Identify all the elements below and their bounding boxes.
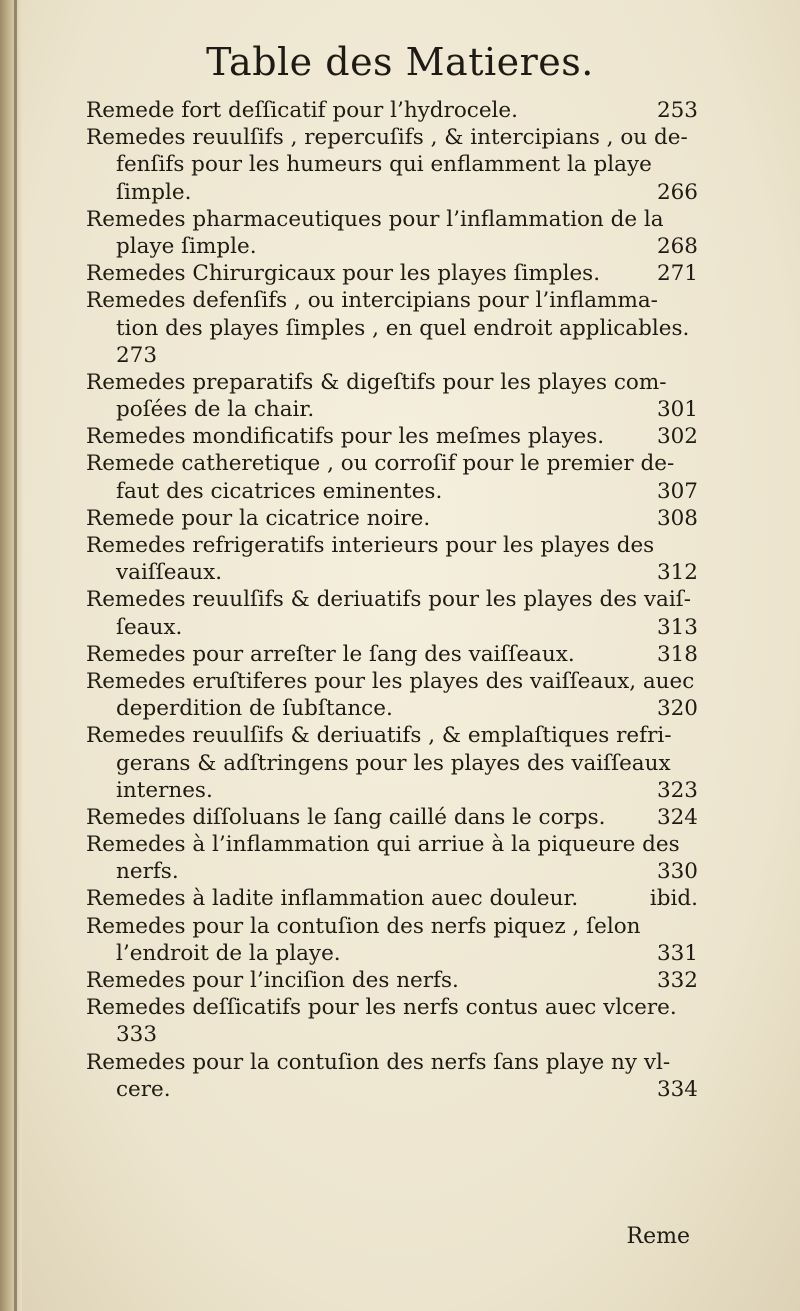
entry-text-line: Remedes Chirurgicaux pour les playes ſimples. 271	[86, 261, 698, 287]
index-entry	[86, 97, 700, 124]
page-number: 330	[656, 859, 698, 885]
page-number: 312	[656, 560, 698, 586]
page-binding	[0, 0, 22, 1311]
page-number: 273	[116, 342, 158, 368]
entry-text-line: Remedes diſſoluans le ſang caillé dans le corps. 324	[86, 804, 698, 830]
page-number: 271	[656, 261, 698, 287]
page-title: Table des Matieres.	[206, 40, 594, 84]
page-number: 318	[656, 641, 698, 667]
index-entry	[86, 668, 700, 722]
binding-shadow	[14, 0, 17, 1311]
entry-text-line: ſeaux. 313	[116, 614, 698, 640]
entry-text-line: Remede fort deſſicatif pour l’hydrocele. 253	[86, 98, 698, 123]
page-number: 307	[656, 478, 698, 504]
entry-text-line: Remedes eruſtiferes pour les playes des vaiſſeaux, auec	[86, 668, 695, 694]
entry-text-line: tion des playes ſimples , en quel endroit applicables.	[116, 315, 690, 341]
index-entry	[86, 505, 700, 532]
entry-text-line: Remedes pour arreſter le ſang des vaiſſeaux. 318	[86, 641, 698, 667]
entry-text-line: nerfs. 330	[116, 859, 698, 885]
index-entry	[86, 1049, 700, 1103]
entry-text-line: playe ſimple. 268	[116, 233, 698, 259]
entry-text-line: Remede catheretique , ou corroſif pour le premier de-	[86, 451, 675, 477]
index-entry	[86, 913, 700, 967]
entry-text-line: Remedes mondificatifs pour les meſmes playes. 302	[86, 424, 698, 450]
entry-text-line: deperdition de ſubſtance. 320	[116, 696, 698, 722]
entry-text-line: Remedes reuulſifs & deriuatifs , & emplaſtiques refri-	[86, 723, 672, 749]
index-entry	[86, 423, 700, 450]
index-entry	[86, 885, 700, 912]
page-number: 334	[656, 1076, 698, 1102]
entry-text-line: fenſifs pour les humeurs qui enflamment la playe	[116, 152, 652, 178]
entry-text-line: Remedes pour la contuſion des nerfs ſans playe ny vl-	[86, 1049, 671, 1075]
page-number: 333	[116, 1022, 158, 1048]
page-number: 332	[656, 968, 698, 993]
entry-text-line: Remedes pharmaceutiques pour l’inflammation de la	[86, 206, 664, 232]
entry-text-line: Remedes reuulſifs , repercuſifs , & intercipians , ou de-	[86, 125, 688, 151]
index-entries	[86, 97, 700, 1103]
entry-text-line: cere. 334	[116, 1076, 698, 1102]
page-number: 320	[656, 696, 698, 722]
entry-text-line: Remedes à ladite inflammation auec douleur. ibid.	[86, 886, 698, 912]
page-number: 266	[656, 179, 698, 205]
entry-text-line: l’endroit de la playe. 331	[116, 940, 698, 966]
entry-text-line: Remedes defenſifs , ou intercipians pour l’inflamma-	[86, 288, 658, 314]
entry-text-line: Remedes deſſicatifs pour les nerfs contus auec vlcere.	[86, 995, 677, 1021]
index-entry	[86, 722, 700, 804]
index-entry	[86, 804, 700, 831]
index-entry	[86, 967, 700, 994]
index-entry	[86, 641, 700, 668]
index-entry	[86, 450, 700, 504]
entry-text-line: Remedes reuulſifs & deriuatifs pour les playes des vaiſ-	[86, 587, 691, 613]
page-number: 308	[656, 505, 698, 531]
page-number: 253	[656, 98, 698, 123]
page-number: 301	[656, 397, 698, 423]
entry-text-line: Remedes pour l’inciſion des nerfs. 332	[86, 968, 698, 993]
entry-text-line: Remedes refrigeratifs interieurs pour les playes des	[86, 533, 655, 558]
page-number: 268	[656, 233, 698, 259]
index-entry	[86, 206, 700, 260]
index-entry	[86, 287, 700, 369]
page-number: 324	[656, 804, 698, 830]
index-entry	[86, 586, 700, 640]
index-entry	[86, 124, 700, 206]
entry-text-line: Remede pour la cicatrice noire. 308	[86, 505, 698, 531]
index-entry	[86, 260, 700, 287]
index-entry	[86, 369, 700, 423]
entry-text-line: gerans & adſtringens pour les playes des vaiſſeaux	[116, 750, 671, 776]
page-number: 313	[656, 614, 698, 640]
entry-text-line: Remedes pour la contuſion des nerfs piquez , ſelon	[86, 913, 641, 939]
entry-text-line: Remedes preparatifs & digeſtifs pour les playes com-	[86, 369, 667, 395]
page-number: 323	[656, 777, 698, 803]
entry-text-line: internes. 323	[116, 777, 698, 803]
catchword: Reme	[626, 1224, 690, 1249]
index-entry	[86, 532, 700, 586]
page-number: 302	[656, 424, 698, 450]
entry-text-line: faut des cicatrices eminentes. 307	[116, 478, 698, 504]
page-number: ibid.	[649, 886, 698, 912]
page-number: 331	[656, 940, 698, 966]
entry-text-line: ſimple. 266	[116, 179, 698, 205]
index-entry	[86, 994, 700, 1048]
index-entry	[86, 831, 700, 885]
entry-text-line: vaiſſeaux. 312	[116, 560, 698, 586]
entry-text-line: poſées de la chair. 301	[116, 397, 698, 423]
entry-text-line: Remedes à l’inflammation qui arriue à la piqueure des	[86, 832, 680, 858]
